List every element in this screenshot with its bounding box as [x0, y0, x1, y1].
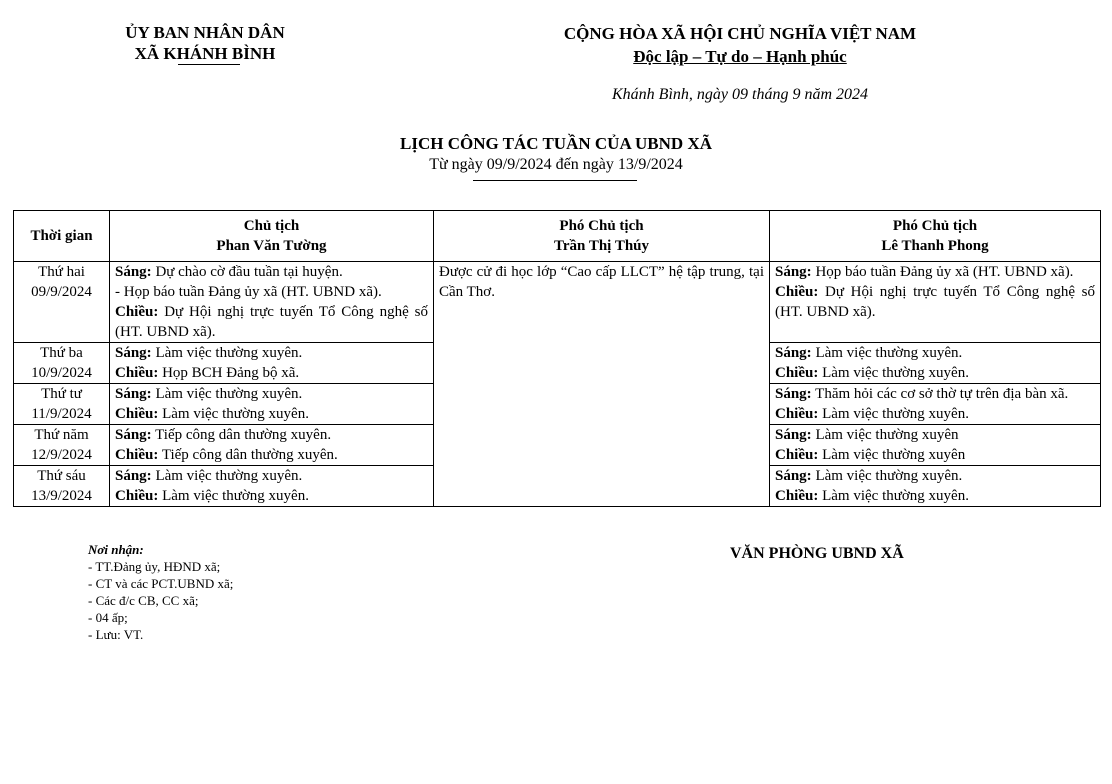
afternoon-entry [115, 404, 428, 424]
recipients-block [88, 541, 233, 643]
recipients-heading: Nơi nhận: [88, 542, 144, 557]
recipient-item: - Các đ/c CB, CC xã; [88, 593, 199, 608]
morning-text: Làm việc thường xuyên. [155, 468, 303, 484]
morning-label: Sáng: [115, 468, 152, 484]
morning-entry [775, 262, 1095, 282]
afternoon-entry [775, 363, 1095, 383]
afternoon-label: Chiều: [115, 488, 159, 504]
morning-label: Sáng: [775, 468, 812, 484]
morning-text: Thăm hỏi các cơ sở thờ tự trên địa bàn xã. [815, 386, 1069, 402]
morning-entry [115, 425, 428, 445]
recipient-item: - TT.Đảng ủy, HĐND xã; [88, 559, 221, 574]
morning-label: Sáng: [115, 427, 152, 443]
afternoon-label: Chiều: [775, 447, 819, 463]
header-vice-chair-2 [770, 211, 1101, 262]
table-row [14, 262, 1101, 343]
morning-label: Sáng: [775, 386, 812, 402]
header-vice-chair-1 [434, 211, 770, 262]
chairman-name: Phan Văn Tường [216, 238, 327, 254]
header-chairman [110, 211, 434, 262]
vice-chair-2-cell [770, 466, 1101, 507]
day-name: Thứ hai [38, 264, 85, 280]
national-motto: Độc lập – Tự do – Hạnh phúc [633, 47, 847, 66]
afternoon-entry [775, 404, 1095, 424]
row-time [14, 384, 110, 425]
agency-line-1: ỦY BAN NHÂN DÂN [125, 23, 285, 42]
morning-text: Tiếp công dân thường xuyên. [155, 427, 332, 443]
afternoon-label: Chiều: [115, 447, 159, 463]
afternoon-text: Làm việc thường xuyên [822, 447, 966, 463]
morning-entry [115, 343, 428, 363]
vice-chair-2-cell [770, 384, 1101, 425]
morning-entry [775, 466, 1095, 486]
afternoon-label: Chiều: [775, 365, 819, 381]
afternoon-text: Tiếp công dân thường xuyên. [161, 447, 338, 463]
row-time [14, 425, 110, 466]
day-date: 09/9/2024 [31, 284, 92, 300]
day-name: Thứ ba [40, 345, 83, 361]
morning-label: Sáng: [775, 345, 812, 361]
morning-text: Họp báo tuần Đảng ủy xã (HT. UBND xã). [815, 264, 1074, 280]
afternoon-label: Chiều: [115, 365, 159, 381]
chairman-cell [110, 425, 434, 466]
chairman-cell [110, 466, 434, 507]
morning-label: Sáng: [775, 264, 812, 280]
row-time [14, 466, 110, 507]
chairman-cell [110, 384, 434, 425]
morning-label: Sáng: [115, 264, 152, 280]
title-divider [473, 180, 637, 181]
morning-text: Làm việc thường xuyên [815, 427, 959, 443]
vice-chair-1-name: Trần Thị Thúy [553, 238, 650, 254]
day-date: 13/9/2024 [31, 488, 92, 504]
afternoon-entry [115, 302, 428, 342]
document-title: LỊCH CÔNG TÁC TUẦN CỦA UBND XÃ [399, 134, 713, 153]
morning-text: Dự chào cờ đầu tuần tại huyện. [155, 264, 343, 280]
issuing-agency [100, 22, 310, 64]
afternoon-text: Dự Hội nghị trực tuyến Tổ Công nghệ số (HT. UBND xã). [115, 304, 429, 340]
morning-text: Làm việc thường xuyên. [155, 345, 303, 361]
morning-entry [115, 466, 428, 486]
morning-extra: - Họp báo tuần Đảng ủy xã (HT. UBND xã). [115, 284, 382, 300]
row-time [14, 343, 110, 384]
vice-chair-2-role: Phó Chủ tịch [892, 218, 978, 234]
afternoon-text: Làm việc thường xuyên. [822, 488, 969, 504]
recipient-item: - CT và các PCT.UBND xã; [88, 576, 234, 591]
day-date: 12/9/2024 [31, 447, 92, 463]
day-date: 10/9/2024 [31, 365, 92, 381]
chairman-cell [110, 262, 434, 343]
header-time: Thời gian [14, 211, 110, 262]
vice-chair-2-cell [770, 425, 1101, 466]
afternoon-text: Làm việc thường xuyên. [162, 488, 309, 504]
afternoon-entry [775, 282, 1095, 322]
vice-chair-1-note: Được cử đi học lớp “Cao cấp LLCT” hệ tập trung, tại Cần Thơ. [439, 264, 764, 300]
morning-text: Làm việc thường xuyên. [155, 386, 303, 402]
vice-chair-2-cell [770, 262, 1101, 343]
afternoon-entry [115, 363, 428, 383]
national-header [520, 22, 960, 68]
afternoon-entry [115, 445, 428, 465]
morning-entry [775, 343, 1095, 363]
afternoon-label: Chiều: [115, 406, 159, 422]
afternoon-entry [775, 486, 1095, 506]
afternoon-text: Làm việc thường xuyên. [162, 406, 309, 422]
morning-label: Sáng: [115, 386, 152, 402]
afternoon-label: Chiều: [115, 304, 159, 320]
chairman-role: Chủ tịch [243, 218, 300, 234]
afternoon-text: Làm việc thường xuyên. [822, 365, 969, 381]
document-subtitle: Từ ngày 09/9/2024 đến ngày 13/9/2024 [429, 156, 683, 173]
vice-chair-1-role: Phó Chủ tịch [559, 218, 644, 234]
vice-chair-1-cell [434, 262, 770, 507]
afternoon-label: Chiều: [775, 488, 819, 504]
vice-chair-2-name: Lê Thanh Phong [881, 238, 989, 254]
agency-divider [178, 64, 240, 65]
morning-entry [115, 262, 428, 282]
table-header-row [14, 211, 1101, 262]
chairman-cell [110, 343, 434, 384]
recipient-item: - Lưu: VT. [88, 627, 144, 642]
morning-entry [775, 425, 1095, 445]
recipient-item: - 04 ấp; [88, 610, 128, 625]
morning-entry [115, 384, 428, 404]
agency-line-2: XÃ KHÁNH BÌNH [134, 44, 276, 63]
afternoon-entry [775, 445, 1095, 465]
day-name: Thứ sáu [37, 468, 86, 484]
signing-office: VĂN PHÒNG UBND XÃ [730, 545, 904, 562]
afternoon-text: Dự Hội nghị trực tuyến Tổ Công nghệ số (HT. UBND xã). [775, 284, 1096, 320]
day-date: 11/9/2024 [31, 406, 92, 422]
day-name: Thứ năm [34, 427, 89, 443]
row-time [14, 262, 110, 343]
document-date: Khánh Bình, ngày 09 tháng 9 năm 2024 [612, 86, 868, 103]
morning-text: Làm việc thường xuyên. [815, 468, 963, 484]
day-name: Thứ tư [41, 386, 82, 402]
morning-label: Sáng: [115, 345, 152, 361]
afternoon-label: Chiều: [775, 406, 819, 422]
morning-entry [775, 384, 1095, 404]
afternoon-text: Họp BCH Đảng bộ xã. [162, 365, 300, 381]
nation-name: CỘNG HÒA XÃ HỘI CHỦ NGHĨA VIỆT NAM [563, 24, 917, 43]
afternoon-entry [115, 486, 428, 506]
vice-chair-2-cell [770, 343, 1101, 384]
afternoon-text: Làm việc thường xuyên. [822, 406, 969, 422]
afternoon-label: Chiều: [775, 284, 819, 300]
schedule-table [13, 210, 1101, 507]
morning-text: Làm việc thường xuyên. [815, 345, 963, 361]
morning-label: Sáng: [775, 427, 812, 443]
